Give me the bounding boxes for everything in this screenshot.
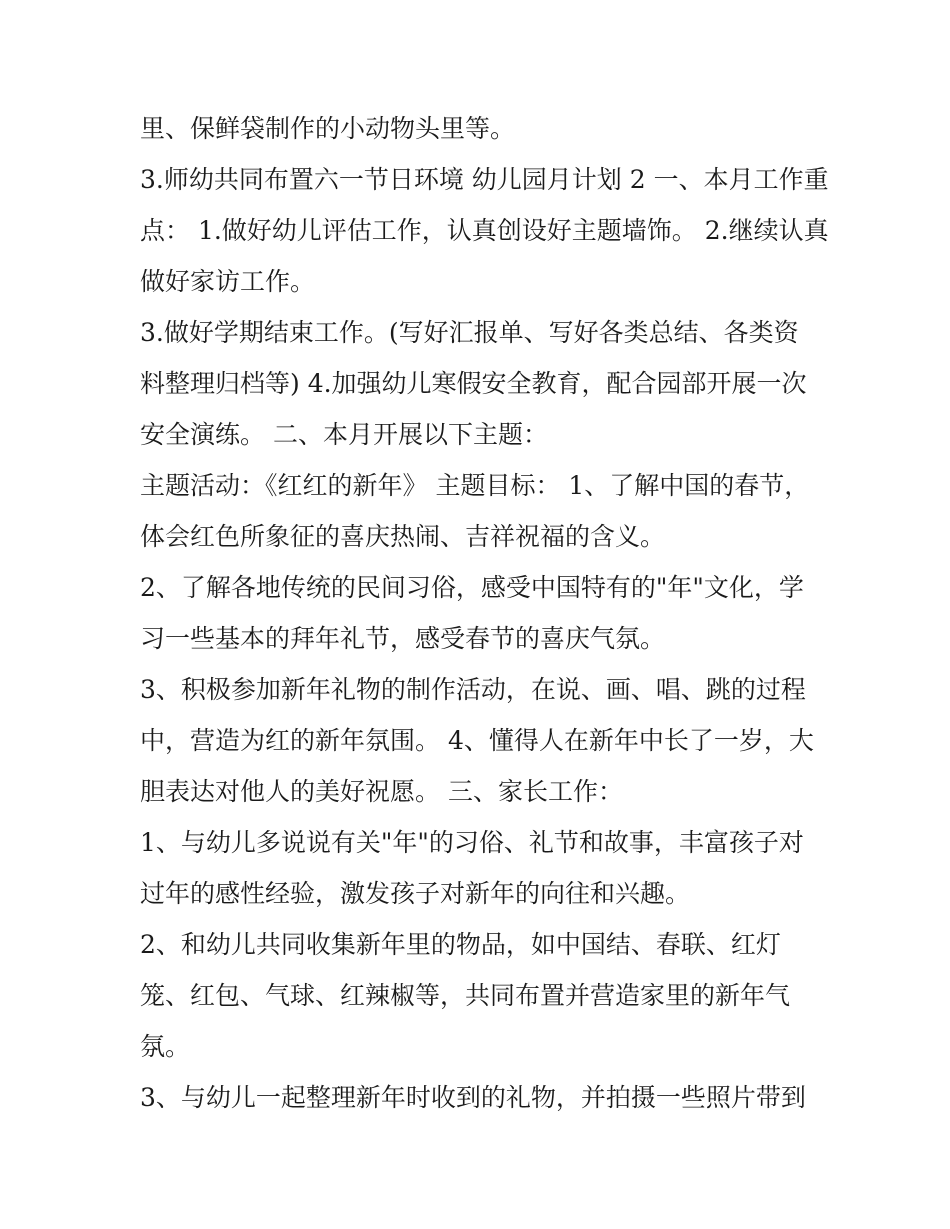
- paragraph: [140, 817, 820, 919]
- paragraph: [140, 562, 820, 664]
- text-line: 体会红色所象征的喜庆热闹、吉祥祝福的含义。: [140, 522, 666, 551]
- text-line: 点： 1.做好幼儿评估工作，认真创设好主题墙饰。 2.继续认真: [140, 216, 829, 245]
- text-line: 1、与幼儿多说说有关"年"的习俗、礼节和故事，丰富孩子对: [140, 828, 804, 857]
- paragraph: [140, 460, 820, 562]
- text-line: 过年的感性经验，激发孩子对新年的向往和兴趣。: [140, 879, 691, 908]
- document-body: [140, 103, 829, 1123]
- text-line: 2、了解各地传统的民间习俗，感受中国特有的"年"文化，学: [140, 573, 804, 602]
- text-line: 中，营造为红的新年氛围。 4、懂得人在新年中长了一岁，大: [140, 726, 814, 755]
- paragraph: [140, 307, 820, 460]
- text-line: 里、保鲜袋制作的小动物头里等。: [140, 114, 516, 143]
- text-line: 胆表达对他人的美好祝愿。 三、家长工作：: [140, 777, 623, 806]
- text-line: 3、积极参加新年礼物的制作活动，在说、画、唱、跳的过程: [140, 675, 806, 704]
- paragraph: [140, 154, 829, 307]
- paragraph: [140, 1072, 820, 1123]
- text-line: 2、和幼儿共同收集新年里的物品，如中国结、春联、红灯: [140, 930, 781, 959]
- text-line: 3、与幼儿一起整理新年时收到的礼物，并拍摄一些照片带到: [140, 1083, 806, 1112]
- paragraph: [140, 103, 820, 154]
- text-line: 料整理归档等) 4.加强幼儿寒假安全教育，配合园部开展一次: [140, 369, 807, 398]
- text-line: 3.做好学期结束工作。(写好汇报单、写好各类总结、各类资: [140, 318, 799, 347]
- text-line: 3.师幼共同布置六一节日环境 幼儿园月计划 2 一、本月工作重: [140, 165, 829, 194]
- paragraph: [140, 664, 820, 817]
- text-line: 习一些基本的拜年礼节，感受春节的喜庆气氛。: [140, 624, 666, 653]
- text-line: 氛。: [140, 1032, 191, 1061]
- text-line: 笼、红包、气球、红辣椒等，共同布置并营造家里的新年气: [140, 981, 791, 1010]
- paragraph: [140, 919, 820, 1072]
- text-line: 做好家访工作。: [140, 267, 316, 296]
- text-line: 主题活动：《红红的新年》 主题目标： 1、了解中国的春节，: [140, 471, 810, 500]
- text-line: 安全演练。 二、本月开展以下主题：: [140, 420, 548, 449]
